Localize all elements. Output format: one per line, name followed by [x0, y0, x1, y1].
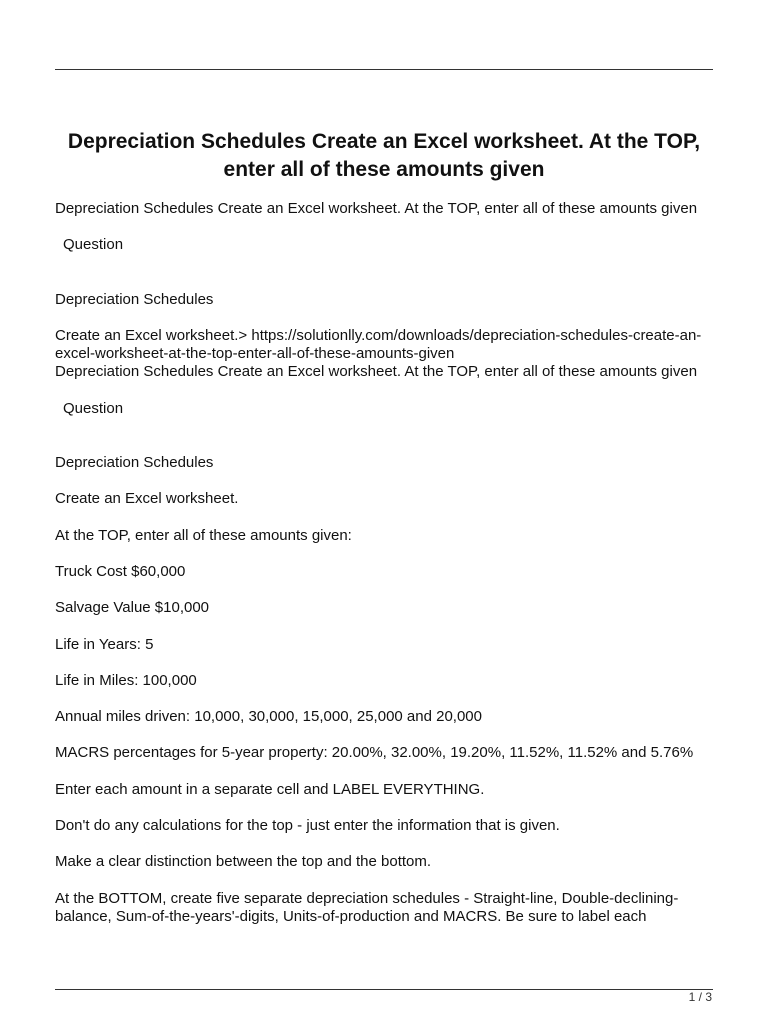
- footer-divider: [55, 989, 713, 990]
- instruction-paragraph: Enter each amount in a separate cell and LABEL EVERYTHING.: [55, 780, 485, 798]
- given-amount: Life in Miles: 100,000: [55, 671, 197, 689]
- given-amount: Life in Years: 5: [55, 635, 154, 653]
- intro-paragraph: Depreciation Schedules Create an Excel worksheet. At the TOP, enter all of these amounts given: [55, 200, 698, 217]
- instruction-paragraph: At the TOP, enter all of these amounts given:: [55, 526, 352, 544]
- section-heading-repeat: Depreciation Schedules: [55, 454, 214, 472]
- page-indicator: 1 / 3: [688, 990, 712, 1004]
- instruction-paragraph: Don't do any calculations for the top - just enter the information that is given.: [55, 817, 560, 835]
- document-title: Depreciation Schedules Create an Excel worksheet. At the TOP, enter all of these amounts given: [67, 130, 701, 181]
- intro-paragraph-repeat: Depreciation Schedules Create an Excel worksheet. At the TOP, enter all of these amounts given: [55, 363, 698, 381]
- given-amount: Truck Cost $60,000: [55, 562, 186, 580]
- header-divider: [55, 69, 713, 70]
- given-amount: Salvage Value $10,000: [55, 599, 210, 617]
- section-heading: Depreciation Schedules: [55, 290, 214, 308]
- document-body: [55, 200, 710, 944]
- instruction-paragraph: Make a clear distinction between the top and the bottom.: [55, 853, 432, 871]
- given-amount: MACRS percentages for 5-year property: 20.00%, 32.00%, 19.20%, 11.52%, 11.52% and 5.76%: [55, 744, 694, 762]
- instruction-paragraph: At the BOTTOM, create five separate depreciation schedules - Straight-line, Double-declining-balance, Sum-of-the-years'-digits, Units-of-production and MACRS. Be sure to label each: [55, 889, 679, 925]
- given-amount: Annual miles driven: 10,000, 30,000, 15,000, 25,000 and 20,000: [55, 708, 482, 726]
- question-label: Question: [63, 236, 124, 254]
- instruction-paragraph: Create an Excel worksheet.: [55, 490, 239, 508]
- source-link[interactable]: Create an Excel worksheet.> https://solutionlly.com/downloads/depreciation-schedules-create-an-excel-worksheet-at-the-top-enter-all-of-these-amounts-given: [55, 326, 702, 363]
- question-label-repeat: Question: [63, 399, 124, 417]
